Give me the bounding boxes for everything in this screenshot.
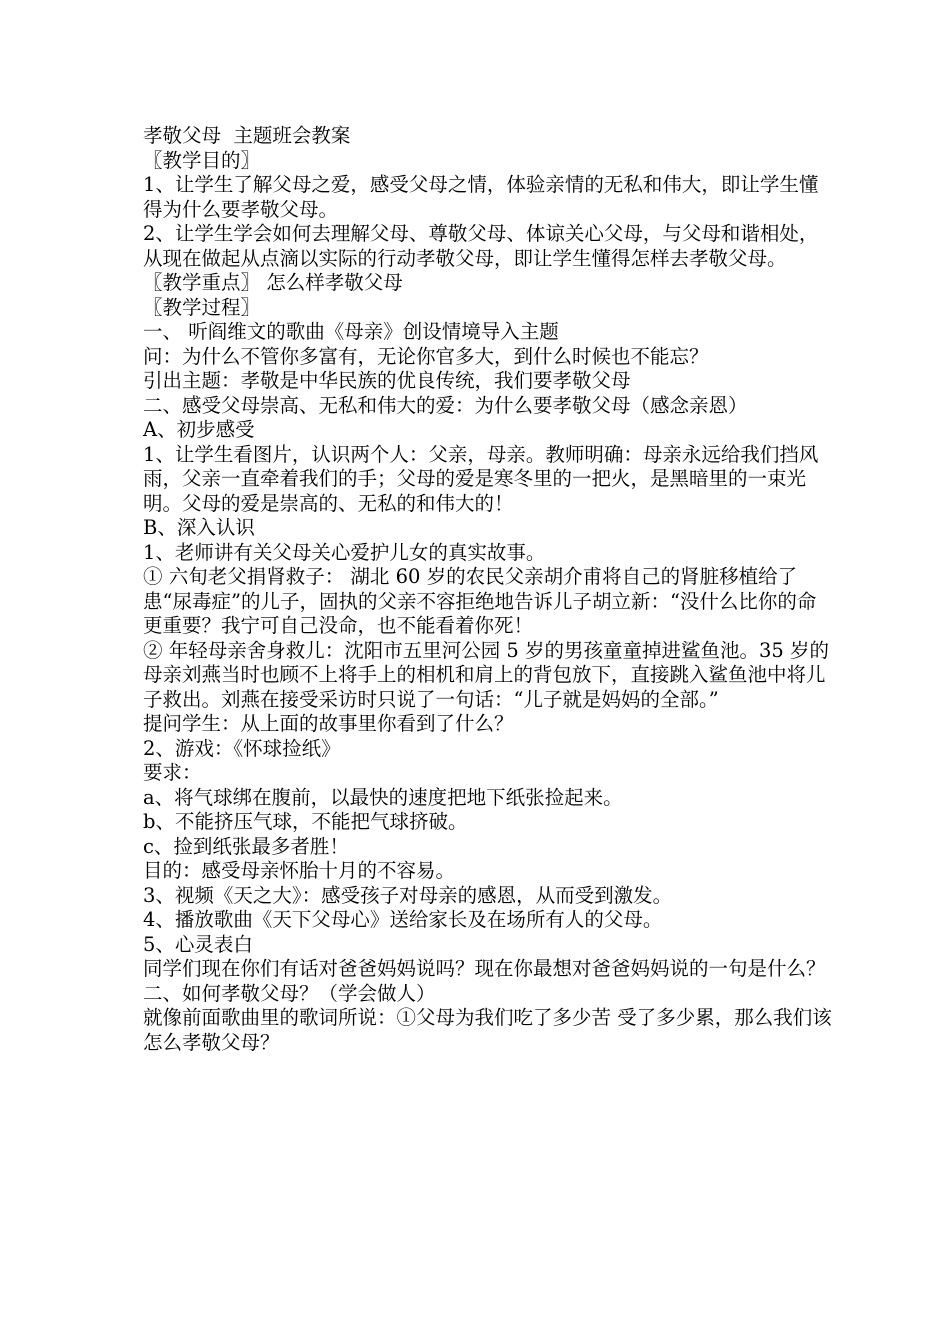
list-item: c、捡到纸张最多者胜！ (143, 834, 349, 858)
paragraph: 提问学生：从上面的故事里你看到了什么？ (143, 712, 514, 735)
paragraph: 5、心灵表白 (143, 932, 253, 956)
paragraph: 二、如何孝敬父母？（学会做人） (143, 981, 436, 1005)
section-heading-key-point: 〖教学重点〗 怎么样孝敬父母 (143, 271, 403, 294)
subheading: A、初步感受 (143, 418, 255, 441)
paragraph: 要求： (143, 761, 202, 784)
paragraph: 4、播放歌曲《天下父母心》送给家长及在场所有人的父母。 (143, 908, 663, 931)
list-item: a、将气球绑在腹前，以最快的速度把地下纸张捡起来。 (143, 785, 623, 809)
paragraph: 1、让学生了解父母之爱，感受父母之情，体验亲情的无私和伟大，即让学生懂得为什么要孝敬父母。 (143, 173, 819, 221)
paragraph: 1、让学生看图片，认识两个人：父亲，母亲。教师明确：母亲永远给我们挡风雨，父亲一直牵着我们的手；父母的爱是寒冬里的一把火，是黑暗里的一束光明。父母的爱是崇高的、无私的和伟大的！ (143, 442, 819, 515)
paragraph: 就像前面歌曲里的歌词所说：①父母为我们吃了多少苦 受了多少累，那么我们该怎么孝敬父母？ (143, 1006, 832, 1054)
subheading: B、深入认识 (143, 516, 255, 539)
section-heading-teaching-process: 〖教学过程〗 (143, 295, 261, 319)
paragraph: 1、老师讲有关父母关心爱护儿女的真实故事。 (143, 540, 546, 564)
document-body (143, 124, 833, 1055)
paragraph: 目的：感受母亲怀胎十月的不容易。 (143, 859, 456, 882)
section-heading-teaching-goals: 〖教学目的〗 (143, 148, 261, 172)
document-title: 孝敬父母 主题班会教案 (143, 124, 351, 147)
story-paragraph: ② 年轻母亲舍身救儿：沈阳市五里河公园 5 岁的男孩童童掉进鲨鱼池。35 岁的母亲刘燕当时也顾不上将手上的相机和肩上的背包放下，直接跳入鲨鱼池中将儿子救出。刘燕在接受采访时只说了一句话：“儿子就是妈妈的全部。” (143, 638, 830, 711)
paragraph: 二、感受父母崇高、无私和伟大的爱：为什么要孝敬父母（感念亲恩） (143, 393, 748, 417)
paragraph: 2、游戏：《怀球捡纸》 (143, 736, 341, 760)
paragraph: 同学们现在你们有话对爸爸妈妈说吗？现在你最想对爸爸妈妈说的一句是什么？ (143, 957, 826, 980)
paragraph: 一、 听阎维文的歌曲《母亲》创设情境导入主题 (143, 320, 559, 343)
story-paragraph: ① 六旬老父捐肾救子： 湖北 60 岁的农民父亲胡介甫将自己的肾脏移植给了患“尿毒症”的儿子，固执的父亲不容拒绝地告诉儿子胡立新：“没什么比你的命更重要？我宁可自己没命，也不能看着你死！ (143, 565, 817, 637)
paragraph: 2、让学生学会如何去理解父母、尊敬父母、体谅关心父母，与父母和谐相处，从现在做起从点滴以实际的行动孝敬父母，即让学生懂得怎样去孝敬父母。 (143, 222, 819, 270)
list-item: b、不能挤压气球，不能把气球挤破。 (143, 810, 468, 833)
paragraph: 问：为什么不管你多富有，无论你官多大，到什么时候也不能忘？ (143, 344, 709, 368)
paragraph: 引出主题：孝敬是中华民族的优良传统，我们要孝敬父母 (143, 369, 631, 392)
paragraph: 3、视频《天之大》：感受孩子对母亲的感恩，从而受到激发。 (143, 883, 673, 907)
